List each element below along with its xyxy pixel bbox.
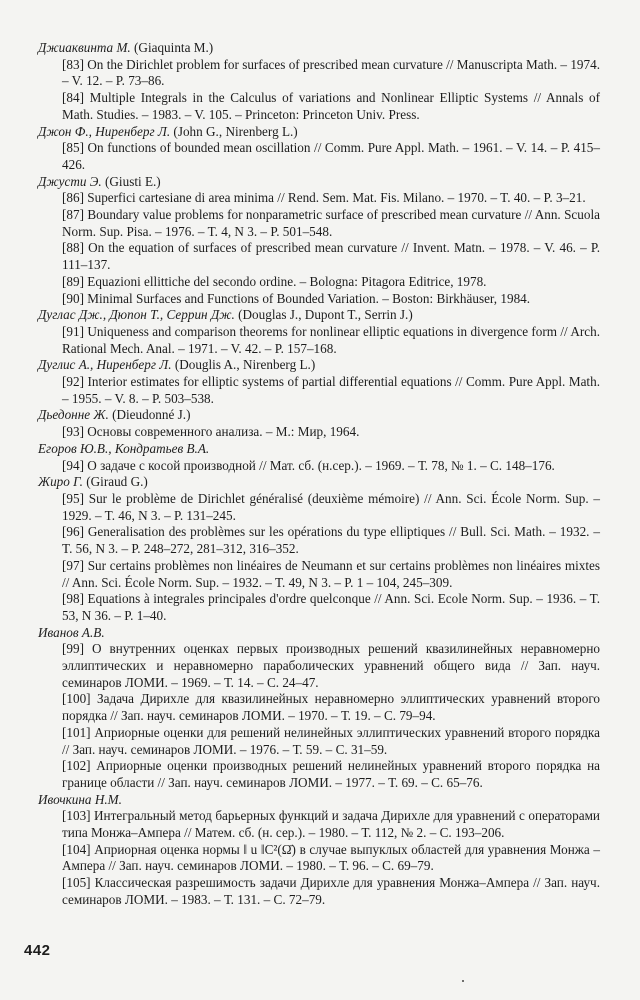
- author-latin-name: (Douglis A., Nirenberg L.): [174, 357, 316, 373]
- reference-entry: [85] On functions of bounded mean oscillation // Comm. Pure Appl. Math. – 1961. – V. 14. – P. 415–426.: [62, 140, 600, 172]
- reference-entry: [84] Multiple Integrals in the Calculus of variations and Nonlinear Elliptic Systems // Annals of Math. Studies. – 1983. – V. 105. – Princeton: Princeton Univ. Press.: [62, 90, 600, 122]
- reference-entry: [86] Superfici cartesiane di area minima // Rend. Sem. Mat. Fis. Milano. – 1970. – T. 40. – P. 3–21.: [62, 190, 586, 206]
- reference-entry: [89] Equazioni ellittiche del secondo ordine. – Bologna: Pitagora Editrice, 1978.: [62, 273, 487, 289]
- author-heading: [38, 307, 600, 324]
- reference-entry: [90] Minimal Surfaces and Functions of Bounded Variation. – Boston: Birkhäuser, 1984.: [62, 290, 531, 306]
- author-heading: [38, 124, 600, 141]
- author-name: Дуглас Дж., Дюпон Т., Серрин Дж.: [38, 307, 235, 323]
- reference-entry: [98] Equations à integrales principales d'ordre quelconque // Ann. Sci. Ecole Norm. Sup. – 1936. – T. 53, N 36. – P. 1–40.: [62, 591, 600, 623]
- author-name: Ивочкина Н.М.: [38, 791, 122, 807]
- reference-entry: [101] Априорные оценки для решений нелинейных эллиптических уравнений второго порядка // Зап. науч. семинаров ЛОМИ. – 1976. – Т. 59. – С. 31–59.: [62, 724, 600, 757]
- reference-entry: [83] On the Dirichlet problem for surfaces of prescribed mean curvature // Manuscripta Math. – 1974. – V. 12. – P. 73–86.: [62, 56, 600, 89]
- author-name: Джон Ф., Ниренберг Л.: [38, 123, 171, 139]
- author-latin-name: (Giaquinta M.): [134, 40, 214, 55]
- reference-list: [38, 40, 600, 909]
- author-heading: [38, 40, 600, 57]
- author-heading: [38, 792, 600, 809]
- author-name: Жиро Г.: [38, 474, 83, 490]
- reference-entry: [105] Классическая разрешимость задачи Дирихле для уравнения Монжа–Ампера // Зап. науч. семинаров ЛОМИ. – 1983. – Т. 131. – С. 72–79.: [62, 875, 600, 907]
- author-heading: [38, 357, 600, 374]
- reference-entry: [103] Интегральный метод барьерных функций и задача Дирихле для уравнений с операторами типа Монжа–Ампера // Матем. сб. (н. сер.). – 1980. – Т. 112, № 2. – С. 193–206.: [62, 808, 600, 841]
- author-heading: [38, 625, 600, 642]
- author-name: Дьедонне Ж.: [38, 407, 109, 423]
- page-number: 442: [24, 942, 51, 959]
- author-heading: [38, 441, 600, 458]
- reference-entry: [99] О внутренних оценках первых производных решений квазилинейных неравномерно эллиптических и неравномерно параболических уравнений общего вида // Зап. науч. семинаров ЛОМИ. – 1969. – Т. 14. – С. 24–47.: [62, 641, 600, 690]
- author-latin-name: (Giraud G.): [86, 474, 148, 490]
- reference-entry: [100] Задача Дирихле для квазилинейных неравномерно эллиптических уравнений второго порядка // Зап. науч. семинаров ЛОМИ. – 1970. – Т. 19. – С. 79–94.: [62, 691, 600, 724]
- author-heading: [38, 474, 600, 491]
- author-heading: [38, 407, 600, 424]
- author-name: Джусти Э.: [38, 173, 102, 189]
- reference-entry: [91] Uniqueness and comparison theorems for nonlinear elliptic equations in divergence form // Arch. Rational Mech. Anal. – 1971. – V. 42. – P. 157–168.: [62, 323, 600, 356]
- author-heading: [38, 174, 600, 191]
- author-latin-name: (Dieudonné J.): [112, 407, 191, 423]
- author-name: Джиаквинта М.: [38, 40, 131, 55]
- author-latin-name: (John G., Nirenberg L.): [173, 123, 298, 139]
- author-name: Дуглис А., Ниренберг Л.: [38, 357, 172, 373]
- scan-speck: [462, 980, 464, 982]
- reference-entry: [97] Sur certains problèmes non linéaires de Neumann et sur certains problèmes non linéaires mixtes // Ann. Sci. École Norm. Sup. – 1932. – T. 49, N 3. – P. 1 – 104, 245–309.: [62, 557, 600, 590]
- reference-entry: [96] Generalisation des problèmes sur les opérations du type elliptiques // Bull. Sci. Math. – 1932. – T. 56, N 3. – P. 248–272, 281–312, 316–352.: [62, 524, 600, 557]
- reference-entry: [88] On the equation of surfaces of prescribed mean curvature // Invent. Matn. – 1978. – V. 46. – P. 111–137.: [62, 240, 600, 273]
- reference-entry: [93] Основы современного анализа. – М.: Мир, 1964.: [62, 424, 360, 440]
- reference-entry: [95] Sur le problème de Dirichlet généralisé (deuxième mémoire) // Ann. Sci. École Norm. Sup. – 1929. – T. 46, N 3. – P. 131–245.: [62, 490, 600, 523]
- author-name: Иванов А.В.: [38, 624, 105, 640]
- reference-entry: [92] Interior estimates for elliptic systems of partial differential equations // Comm. Pure Appl. Math. – 1955. – V. 8. – P. 503–538.: [62, 374, 600, 406]
- reference-entry: [94] О задаче с косой производной // Мат. сб. (н.сер.). – 1969. – Т. 78, № 1. – С. 148–176.: [62, 457, 555, 473]
- author-name: Егоров Ю.В., Кондратьев В.А.: [38, 440, 210, 456]
- reference-entry: [104] Априорная оценка нормы ‖ u ‖C²(Ω̄) в случае выпуклых областей для уравнения Монжа – Ампера // Зап. науч. семинаров ЛОМИ. – 1980. – Т. 96. – С. 69–79.: [62, 841, 600, 874]
- reference-entry: [102] Априорные оценки производных решений нелинейных уравнений второго порядка на границе области // Зап. науч. семинаров ЛОМИ. – 1977. – Т. 69. – С. 65–76.: [62, 758, 600, 790]
- author-latin-name: (Giusti E.): [105, 173, 161, 189]
- reference-entry: [87] Boundary value problems for nonparametric surface of prescribed mean curvature // Ann. Scuola Norm. Sup. Pisa. – 1976. – T. 4, N 3. – P. 501–548.: [62, 207, 600, 239]
- author-latin-name: (Douglas J., Dupont T., Serrin J.): [238, 307, 413, 323]
